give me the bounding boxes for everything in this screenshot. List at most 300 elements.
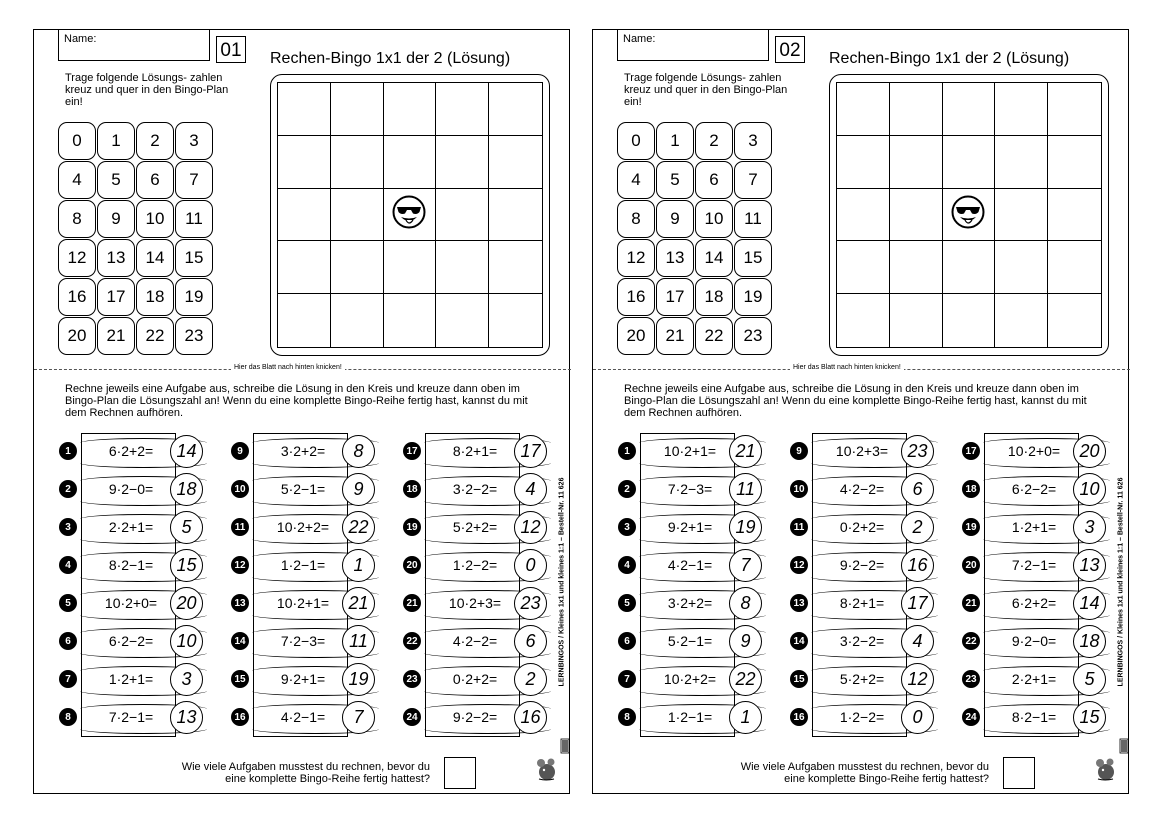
answer-value: 19 bbox=[348, 669, 369, 689]
task-number-badge: 12 bbox=[790, 556, 808, 574]
task-row bbox=[962, 623, 1108, 661]
bingo-cell[interactable] bbox=[278, 241, 331, 294]
bingo-cell[interactable] bbox=[436, 294, 489, 347]
solution-number-cell: 4 bbox=[58, 161, 96, 199]
task-number-badge: 15 bbox=[790, 670, 808, 688]
solution-number-cell: 14 bbox=[136, 239, 174, 277]
bingo-grid bbox=[836, 82, 1102, 348]
solution-number-cell: 17 bbox=[97, 278, 135, 316]
bingo-cell[interactable] bbox=[837, 189, 890, 242]
bingo-grid bbox=[277, 82, 543, 348]
task-expression: 0·2+2= bbox=[452, 671, 498, 687]
page-title: Rechen-Bingo 1x1 der 2 (Lösung) bbox=[270, 50, 511, 67]
task-expression: 10·2+0= bbox=[104, 595, 158, 611]
task-row bbox=[231, 433, 377, 471]
task-expression: 1·2−1= bbox=[667, 709, 713, 725]
solution-number-cell: 6 bbox=[136, 161, 174, 199]
task-number-badge: 10 bbox=[231, 480, 249, 498]
fold-label: Hier das Blatt nach hinten knicken! bbox=[231, 364, 345, 371]
answer-circle[interactable] bbox=[901, 435, 934, 468]
answer-value: 16 bbox=[907, 555, 928, 575]
answer-circle[interactable] bbox=[342, 511, 375, 544]
answer-value: 21 bbox=[735, 441, 756, 461]
solution-number-cell: 19 bbox=[734, 278, 772, 316]
task-expression: 8·2+1= bbox=[839, 595, 885, 611]
bingo-cell[interactable] bbox=[489, 241, 542, 294]
solution-number-cell: 2 bbox=[136, 122, 174, 160]
answer-circle[interactable] bbox=[170, 701, 203, 734]
answer-value: 7 bbox=[740, 555, 751, 575]
answer-value: 17 bbox=[907, 593, 928, 613]
task-row bbox=[790, 661, 936, 699]
task-number-badge: 24 bbox=[403, 708, 421, 726]
task-number-badge: 19 bbox=[962, 518, 980, 536]
task-expression: 8·2−1= bbox=[108, 557, 154, 573]
sunglasses-smiley-icon bbox=[951, 195, 985, 234]
sheet-number: 02 bbox=[775, 36, 805, 63]
bingo-cell[interactable] bbox=[837, 241, 890, 294]
bingo-cell[interactable] bbox=[331, 189, 384, 242]
solution-number-cell: 20 bbox=[58, 317, 96, 355]
solution-number-cell: 14 bbox=[695, 239, 733, 277]
solution-number-cell: 20 bbox=[617, 317, 655, 355]
answer-value: 0 bbox=[525, 555, 536, 575]
task-row bbox=[618, 661, 764, 699]
solution-number-cell: 1 bbox=[97, 122, 135, 160]
side-credit-text: LERNBINGOS / Kleines 1x1 und kleines 1:1 – Bestell-Nr. 11 626 bbox=[1117, 477, 1125, 687]
bingo-cell[interactable] bbox=[331, 83, 384, 136]
task-row bbox=[618, 547, 764, 585]
solution-number-cell: 13 bbox=[656, 239, 694, 277]
bingo-cell[interactable] bbox=[943, 241, 996, 294]
task-row bbox=[618, 471, 764, 509]
solution-number-cell: 11 bbox=[175, 200, 213, 238]
task-number-badge: 22 bbox=[962, 632, 980, 650]
name-label: Name: bbox=[623, 33, 656, 45]
bingo-cell[interactable] bbox=[489, 294, 542, 347]
sheet-number: 01 bbox=[216, 36, 246, 63]
side-credit-text: LERNBINGOS / Kleines 1x1 und kleines 1:1 – Bestell-Nr. 11 626 bbox=[558, 477, 566, 687]
solution-number-cell: 18 bbox=[695, 278, 733, 316]
task-number-badge: 12 bbox=[231, 556, 249, 574]
solution-number-cell: 9 bbox=[97, 200, 135, 238]
answer-circle[interactable] bbox=[729, 663, 762, 696]
task-number-badge: 2 bbox=[618, 480, 636, 498]
bingo-cell[interactable] bbox=[278, 294, 331, 347]
task-expression: 5·2+2= bbox=[839, 671, 885, 687]
task-number-badge: 7 bbox=[59, 670, 77, 688]
bingo-cell[interactable] bbox=[890, 294, 943, 347]
answer-value: 1 bbox=[740, 707, 751, 727]
answer-value: 16 bbox=[520, 707, 541, 727]
answer-circle[interactable] bbox=[514, 587, 547, 620]
task-row bbox=[790, 623, 936, 661]
answer-circle[interactable] bbox=[514, 511, 547, 544]
task-number-badge: 15 bbox=[231, 670, 249, 688]
task-expression: 1·2−2= bbox=[839, 709, 885, 725]
task-expression: 6·2−2= bbox=[108, 633, 154, 649]
task-expression: 8·2−1= bbox=[1011, 709, 1057, 725]
answer-circle[interactable] bbox=[1073, 587, 1106, 620]
task-row bbox=[962, 661, 1108, 699]
bingo-cell[interactable] bbox=[890, 189, 943, 242]
task-row bbox=[618, 433, 764, 471]
answer-circle[interactable] bbox=[170, 511, 203, 544]
task-row bbox=[59, 661, 205, 699]
task-expression: 10·2+3= bbox=[835, 443, 889, 459]
task-row bbox=[59, 509, 205, 547]
bingo-cell[interactable] bbox=[331, 241, 384, 294]
task-row bbox=[403, 547, 549, 585]
task-row bbox=[962, 433, 1108, 471]
answer-circle[interactable] bbox=[901, 473, 934, 506]
task-expression: 10·2+1= bbox=[663, 443, 717, 459]
bingo-cell[interactable] bbox=[837, 83, 890, 136]
solution-number-cell: 22 bbox=[136, 317, 174, 355]
task-row bbox=[790, 471, 936, 509]
answer-circle[interactable] bbox=[1073, 625, 1106, 658]
task-expression: 7·2−1= bbox=[1011, 557, 1057, 573]
task-expression: 2·2+1= bbox=[1011, 671, 1057, 687]
answer-value: 8 bbox=[740, 593, 751, 613]
answer-circle[interactable] bbox=[342, 663, 375, 696]
task-number-badge: 17 bbox=[403, 442, 421, 460]
task-number-badge: 5 bbox=[618, 594, 636, 612]
task-row bbox=[231, 661, 377, 699]
task-expression: 1·2+1= bbox=[108, 671, 154, 687]
task-row bbox=[59, 699, 205, 737]
bingo-cell[interactable] bbox=[489, 189, 542, 242]
answer-value: 19 bbox=[735, 517, 756, 537]
bingo-cell[interactable] bbox=[837, 294, 890, 347]
task-row bbox=[231, 585, 377, 623]
bingo-cell[interactable] bbox=[278, 136, 331, 189]
bingo-cell[interactable] bbox=[1048, 294, 1101, 347]
task-expression: 9·2−0= bbox=[108, 481, 154, 497]
task-expression: 3·2+2= bbox=[667, 595, 713, 611]
task-row bbox=[962, 509, 1108, 547]
task-row bbox=[59, 585, 205, 623]
task-column bbox=[962, 433, 1108, 737]
task-expression: 4·2−2= bbox=[839, 481, 885, 497]
task-expression: 0·2+2= bbox=[839, 519, 885, 535]
answer-circle[interactable] bbox=[514, 473, 547, 506]
bingo-cell[interactable] bbox=[436, 241, 489, 294]
answer-circle[interactable] bbox=[1073, 435, 1106, 468]
task-row bbox=[59, 547, 205, 585]
answer-value: 21 bbox=[348, 593, 369, 613]
answer-circle[interactable] bbox=[1073, 663, 1106, 696]
bingo-cell[interactable] bbox=[384, 241, 437, 294]
task-row bbox=[618, 509, 764, 547]
bingo-cell[interactable] bbox=[384, 136, 437, 189]
bingo-cell[interactable] bbox=[1048, 189, 1101, 242]
answer-circle[interactable] bbox=[1073, 549, 1106, 582]
answer-value: 5 bbox=[181, 517, 192, 537]
task-number-badge: 6 bbox=[59, 632, 77, 650]
task-row bbox=[790, 699, 936, 737]
answer-circle[interactable] bbox=[729, 625, 762, 658]
answer-value: 13 bbox=[176, 707, 197, 727]
answer-value: 14 bbox=[1079, 593, 1100, 613]
mouse-mascot-icon bbox=[536, 757, 556, 781]
bingo-cell[interactable] bbox=[278, 83, 331, 136]
task-expression: 9·2+1= bbox=[667, 519, 713, 535]
side-credit bbox=[554, 428, 570, 736]
task-row bbox=[231, 509, 377, 547]
task-number-badge: 11 bbox=[231, 518, 249, 536]
task-number-badge: 18 bbox=[962, 480, 980, 498]
bingo-cell[interactable] bbox=[890, 136, 943, 189]
task-expression: 7·2−3= bbox=[667, 481, 713, 497]
solution-number-cell: 4 bbox=[617, 161, 655, 199]
answer-circle[interactable] bbox=[342, 435, 375, 468]
solution-number-cell: 17 bbox=[656, 278, 694, 316]
task-number-badge: 20 bbox=[962, 556, 980, 574]
task-number-badge: 13 bbox=[231, 594, 249, 612]
answer-circle[interactable] bbox=[514, 435, 547, 468]
bingo-cell-center[interactable] bbox=[943, 189, 996, 242]
task-number-badge: 5 bbox=[59, 594, 77, 612]
answer-circle[interactable] bbox=[901, 511, 934, 544]
name-field[interactable] bbox=[58, 30, 210, 61]
solution-number-grid bbox=[58, 122, 214, 355]
task-row bbox=[231, 471, 377, 509]
bingo-cell[interactable] bbox=[436, 189, 489, 242]
answer-circle[interactable] bbox=[901, 549, 934, 582]
solution-number-cell: 8 bbox=[58, 200, 96, 238]
name-label: Name: bbox=[64, 33, 97, 45]
task-row bbox=[618, 623, 764, 661]
answer-circle[interactable] bbox=[729, 473, 762, 506]
bingo-cell[interactable] bbox=[890, 241, 943, 294]
bingo-cell[interactable] bbox=[943, 294, 996, 347]
answer-circle[interactable] bbox=[729, 587, 762, 620]
solution-number-cell: 7 bbox=[175, 161, 213, 199]
answer-circle[interactable] bbox=[1073, 473, 1106, 506]
answer-circle[interactable] bbox=[729, 511, 762, 544]
task-row bbox=[618, 699, 764, 737]
answer-value: 3 bbox=[1084, 517, 1095, 537]
answer-circle[interactable] bbox=[342, 625, 375, 658]
answer-value: 20 bbox=[1079, 441, 1100, 461]
solution-number-cell: 19 bbox=[175, 278, 213, 316]
bingo-cell[interactable] bbox=[384, 294, 437, 347]
answer-circle[interactable] bbox=[514, 663, 547, 696]
answer-circle[interactable] bbox=[342, 587, 375, 620]
solution-number-cell: 15 bbox=[734, 239, 772, 277]
answer-value: 1 bbox=[353, 555, 364, 575]
answer-circle[interactable] bbox=[170, 435, 203, 468]
task-instruction: Rechne jeweils eine Aufgabe aus, schreibe die Lösung in den Kreis und kreuze dann oben im Bingo-Plan die Lösungszahl an! Wenn du eine komplette Bingo-Reihe fertig hast, kannst du mit dem Rechnen aufhören. bbox=[624, 383, 1087, 419]
task-row bbox=[790, 433, 936, 471]
task-column bbox=[618, 433, 764, 737]
task-number-badge: 1 bbox=[618, 442, 636, 460]
task-number-badge: 7 bbox=[618, 670, 636, 688]
solution-number-cell: 5 bbox=[97, 161, 135, 199]
task-number-badge: 14 bbox=[790, 632, 808, 650]
answer-value: 12 bbox=[520, 517, 541, 537]
task-expression: 10·2+3= bbox=[448, 595, 502, 611]
answer-value: 22 bbox=[348, 517, 369, 537]
answer-value: 6 bbox=[912, 479, 923, 499]
task-number-badge: 2 bbox=[59, 480, 77, 498]
task-column bbox=[790, 433, 936, 737]
task-number-badge: 3 bbox=[618, 518, 636, 536]
answer-circle[interactable] bbox=[170, 625, 203, 658]
solution-number-cell: 18 bbox=[136, 278, 174, 316]
task-number-badge: 19 bbox=[403, 518, 421, 536]
task-number-badge: 1 bbox=[59, 442, 77, 460]
solution-number-cell: 16 bbox=[617, 278, 655, 316]
task-row bbox=[403, 661, 549, 699]
bingo-cell[interactable] bbox=[384, 83, 437, 136]
answer-circle[interactable] bbox=[170, 549, 203, 582]
bingo-cell[interactable] bbox=[943, 83, 996, 136]
answer-circle[interactable] bbox=[342, 549, 375, 582]
answer-value: 9 bbox=[740, 631, 751, 651]
side-credit bbox=[1113, 428, 1129, 736]
task-instruction: Rechne jeweils eine Aufgabe aus, schreibe die Lösung in den Kreis und kreuze dann oben im Bingo-Plan die Lösungszahl an! Wenn du eine komplette Bingo-Reihe fertig hast, kannst du mit dem Rechnen aufhören. bbox=[65, 383, 528, 419]
task-number-badge: 23 bbox=[962, 670, 980, 688]
bingo-cell[interactable] bbox=[995, 189, 1048, 242]
number-instruction: Trage folgende Lösungs- zahlen kreuz und quer in den Bingo-Plan ein! bbox=[65, 72, 229, 108]
final-question: Wie viele Aufgaben musstest du rechnen, bevor du eine komplette Bingo-Reihe fertig hattest? bbox=[740, 761, 989, 785]
answer-circle[interactable] bbox=[729, 435, 762, 468]
answer-circle[interactable] bbox=[170, 473, 203, 506]
task-expression: 6·2−2= bbox=[1011, 481, 1057, 497]
bingo-cell[interactable] bbox=[489, 136, 542, 189]
bingo-cell[interactable] bbox=[995, 83, 1048, 136]
answer-circle[interactable] bbox=[729, 549, 762, 582]
task-row bbox=[962, 585, 1108, 623]
task-number-badge: 24 bbox=[962, 708, 980, 726]
answer-circle[interactable] bbox=[170, 663, 203, 696]
bingo-cell[interactable] bbox=[1048, 241, 1101, 294]
bingo-cell[interactable] bbox=[331, 136, 384, 189]
bingo-cell[interactable] bbox=[837, 136, 890, 189]
worksheet-02 bbox=[592, 29, 1129, 794]
solution-number-cell: 10 bbox=[695, 200, 733, 238]
bingo-cell[interactable] bbox=[995, 241, 1048, 294]
answer-circle[interactable] bbox=[901, 663, 934, 696]
bingo-cell[interactable] bbox=[331, 294, 384, 347]
bingo-cell[interactable] bbox=[890, 83, 943, 136]
solution-number-cell: 10 bbox=[136, 200, 174, 238]
solution-number-cell: 5 bbox=[656, 161, 694, 199]
bingo-cell-center[interactable] bbox=[384, 189, 437, 242]
task-expression: 4·2−1= bbox=[280, 709, 326, 725]
solution-number-cell: 7 bbox=[734, 161, 772, 199]
solution-number-cell: 23 bbox=[734, 317, 772, 355]
task-row bbox=[962, 471, 1108, 509]
bingo-cell[interactable] bbox=[489, 83, 542, 136]
answer-circle[interactable] bbox=[514, 625, 547, 658]
name-field[interactable] bbox=[617, 30, 769, 61]
answer-value: 20 bbox=[176, 593, 197, 613]
task-expression: 9·2+1= bbox=[280, 671, 326, 687]
number-instruction: Trage folgende Lösungs- zahlen kreuz und quer in den Bingo-Plan ein! bbox=[624, 72, 788, 108]
page-title: Rechen-Bingo 1x1 der 2 (Lösung) bbox=[829, 50, 1070, 67]
bingo-cell[interactable] bbox=[995, 136, 1048, 189]
solution-number-cell: 16 bbox=[58, 278, 96, 316]
answer-value: 10 bbox=[1079, 479, 1100, 499]
answer-circle[interactable] bbox=[901, 625, 934, 658]
solution-number-cell: 13 bbox=[97, 239, 135, 277]
answer-value: 18 bbox=[1079, 631, 1100, 651]
task-row bbox=[403, 471, 549, 509]
mouse-mascot-icon bbox=[1095, 757, 1115, 781]
solution-number-grid bbox=[617, 122, 773, 355]
task-expression: 10·2+2= bbox=[276, 519, 330, 535]
answer-value: 17 bbox=[520, 441, 541, 461]
bingo-cell[interactable] bbox=[995, 294, 1048, 347]
task-number-badge: 8 bbox=[59, 708, 77, 726]
task-row bbox=[59, 433, 205, 471]
bingo-cell[interactable] bbox=[1048, 83, 1101, 136]
solution-number-cell: 3 bbox=[175, 122, 213, 160]
bingo-cell[interactable] bbox=[1048, 136, 1101, 189]
task-expression: 9·2−2= bbox=[452, 709, 498, 725]
solution-number-cell: 9 bbox=[656, 200, 694, 238]
task-expression: 7·2−3= bbox=[280, 633, 326, 649]
task-expression: 1·2+1= bbox=[1011, 519, 1057, 535]
answer-circle[interactable] bbox=[170, 587, 203, 620]
answer-value: 14 bbox=[176, 441, 197, 461]
task-number-badge: 20 bbox=[403, 556, 421, 574]
solution-number-cell: 12 bbox=[617, 239, 655, 277]
task-row bbox=[403, 433, 549, 471]
answer-circle[interactable] bbox=[1073, 701, 1106, 734]
task-expression: 3·2−2= bbox=[452, 481, 498, 497]
answer-value: 2 bbox=[912, 517, 923, 537]
answer-circle[interactable] bbox=[901, 701, 934, 734]
bingo-cell[interactable] bbox=[436, 83, 489, 136]
task-column bbox=[403, 433, 549, 737]
task-row bbox=[790, 509, 936, 547]
answer-value: 4 bbox=[525, 479, 536, 499]
solution-number-cell: 22 bbox=[695, 317, 733, 355]
answer-circle[interactable] bbox=[514, 701, 547, 734]
final-answer-box[interactable] bbox=[1003, 757, 1035, 789]
answer-value: 12 bbox=[907, 669, 928, 689]
answer-circle[interactable] bbox=[514, 549, 547, 582]
task-row bbox=[962, 547, 1108, 585]
solution-number-cell: 12 bbox=[58, 239, 96, 277]
answer-value: 11 bbox=[349, 631, 368, 651]
answer-circle[interactable] bbox=[729, 701, 762, 734]
answer-circle[interactable] bbox=[1073, 511, 1106, 544]
solution-number-cell: 0 bbox=[58, 122, 96, 160]
answer-circle[interactable] bbox=[342, 701, 375, 734]
answer-value: 8 bbox=[353, 441, 364, 461]
final-answer-box[interactable] bbox=[444, 757, 476, 789]
solution-number-cell: 11 bbox=[734, 200, 772, 238]
answer-circle[interactable] bbox=[342, 473, 375, 506]
bingo-cell[interactable] bbox=[943, 136, 996, 189]
task-number-badge: 4 bbox=[59, 556, 77, 574]
bingo-cell[interactable] bbox=[278, 189, 331, 242]
task-number-badge: 6 bbox=[618, 632, 636, 650]
answer-value: 3 bbox=[181, 669, 192, 689]
task-expression: 4·2−2= bbox=[452, 633, 498, 649]
task-expression: 9·2−2= bbox=[839, 557, 885, 573]
answer-circle[interactable] bbox=[901, 587, 934, 620]
task-expression: 8·2+1= bbox=[452, 443, 498, 459]
answer-value: 11 bbox=[736, 479, 755, 499]
bingo-cell[interactable] bbox=[436, 136, 489, 189]
answer-value: 10 bbox=[176, 631, 197, 651]
